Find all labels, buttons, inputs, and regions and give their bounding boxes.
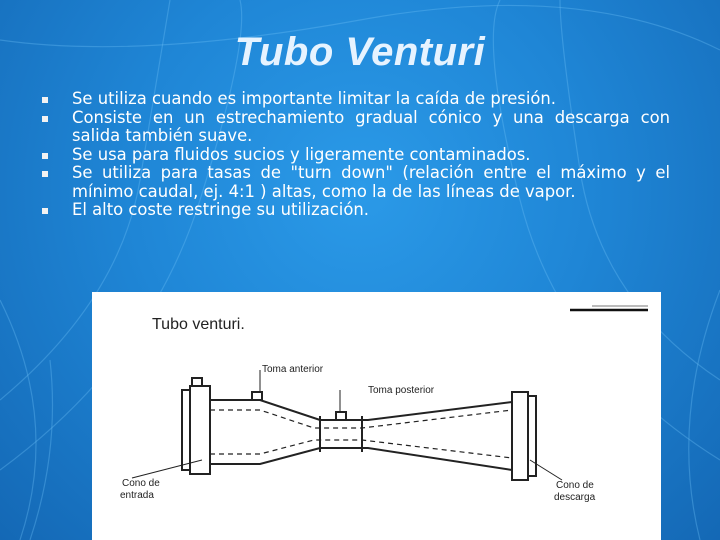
bullet-text: Se usa para fluidos sucios y ligeramente contaminados. [72, 144, 531, 164]
bullet-item [40, 201, 670, 220]
square-bullet-icon [42, 97, 48, 103]
bullet-item [40, 109, 670, 146]
square-bullet-icon [42, 153, 48, 159]
square-bullet-icon [42, 116, 48, 122]
bullet-text: Se utiliza para tasas de "turn down" (relación entre el máximo y el mínimo caudal, ej. 4:1 ) altas, como la de las líneas de vapor. [72, 163, 670, 201]
cono-descarga-label-line1: Cono de [556, 480, 594, 491]
toma-anterior-label: Toma anterior [262, 364, 324, 375]
cono-entrada-label-line2: entrada [120, 490, 154, 501]
toma-posterior-label: Toma posterior [368, 385, 435, 396]
cono-descarga-label-line2: descarga [554, 492, 596, 503]
square-bullet-icon [42, 171, 48, 177]
square-bullet-icon [42, 208, 48, 214]
bullet-item [40, 164, 670, 201]
bullet-item [40, 146, 670, 165]
bullet-text: Se utiliza cuando es importante limitar la caída de presión. [72, 89, 557, 108]
venturi-tube-drawing [182, 378, 536, 480]
bullet-item [40, 90, 670, 109]
bullet-text: Consiste en un estrechamiento gradual cónico y una descarga con salida también suave. [72, 107, 670, 145]
figure-caption: Tubo venturi. [152, 316, 245, 333]
slide-title: Tubo Venturi [234, 30, 486, 74]
venturi-diagram [92, 292, 661, 540]
bullet-list [40, 90, 670, 220]
cono-entrada-label-line1: Cono de [122, 478, 160, 489]
bullet-text: El alto coste restringe su utilización. [72, 200, 369, 219]
